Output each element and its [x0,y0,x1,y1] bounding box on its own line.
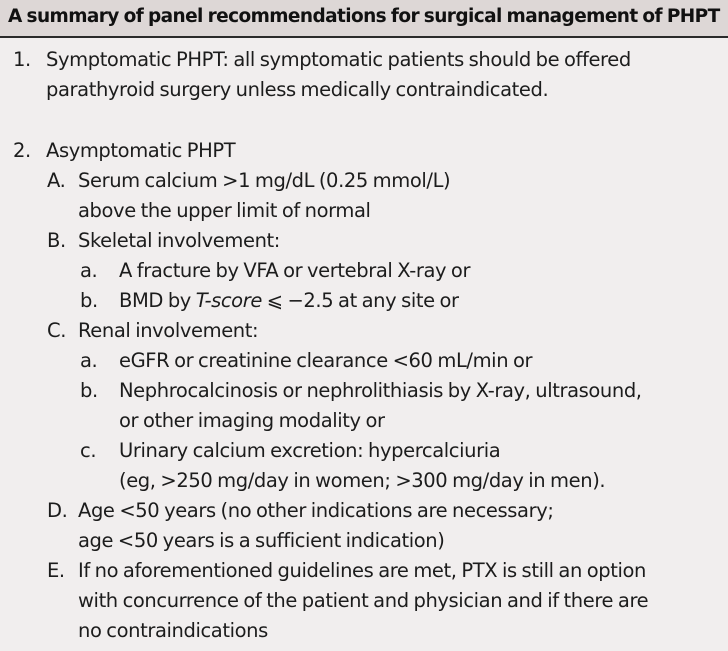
item-2c-c-marker: c. [80,439,97,462]
item-2b-b-text [119,286,459,316]
item-2a-line-2: above the upper limit of normal [78,199,371,222]
item-2e-line-3: no contraindications [78,619,268,642]
item-2-number: 2. [13,139,31,162]
t-score-term: T-score [195,289,262,312]
item-2c-b-line-1: Nephrocalcinosis or nephrolithiasis by X-ray, ultrasound, [119,379,642,402]
item-2c-c-line-2: (eg, >250 mg/day in women; >300 mg/day in men). [119,469,606,492]
item-2e-line-1: If no aforementioned guidelines are met, PTX is still an option [78,559,646,582]
bmd-prefix: BMD by [119,289,196,312]
bmd-suffix: ⩽ −2.5 at any site or [261,289,459,312]
item-2c-c-line-1: Urinary calcium excretion: hypercalciuria [119,439,501,462]
item-2c-a-text: eGFR or creatinine clearance <60 mL/min or [119,349,533,372]
item-2b-text: Skeletal involvement: [78,229,280,252]
item-2b-b-marker: b. [80,289,98,312]
item-2c-marker: C. [47,319,67,342]
item-2d-line-2: age <50 years is a sufficient indication) [78,529,445,552]
item-2-text: Asymptomatic PHPT [46,139,236,162]
item-1-number: 1. [13,48,31,71]
item-2e-marker: E. [47,559,65,582]
item-2e-line-2: with concurrence of the patient and physician and if there are [78,589,649,612]
item-2c-b-marker: b. [80,379,98,402]
item-2d-line-1: Age <50 years (no other indications are necessary; [78,499,554,522]
table-header: A summary of panel recommendations for surgical management of PHPT [0,0,728,38]
item-2b-a-text: A fracture by VFA or vertebral X-ray or [119,259,471,282]
item-2a-marker: A. [47,169,66,192]
item-1-line-1: Symptomatic PHPT: all symptomatic patients should be offered [46,48,631,71]
item-2c-a-marker: a. [80,349,98,372]
item-2b-marker: B. [47,229,66,252]
item-2c-text: Renal involvement: [78,319,259,342]
item-2c-b-line-2: or other imaging modality or [119,409,385,432]
item-2b-a-marker: a. [80,259,98,282]
item-2a-line-1: Serum calcium >1 mg/dL (0.25 mmol/L) [78,169,451,192]
item-2d-marker: D. [47,499,68,522]
item-1-line-2: parathyroid surgery unless medically contraindicated. [46,78,549,101]
